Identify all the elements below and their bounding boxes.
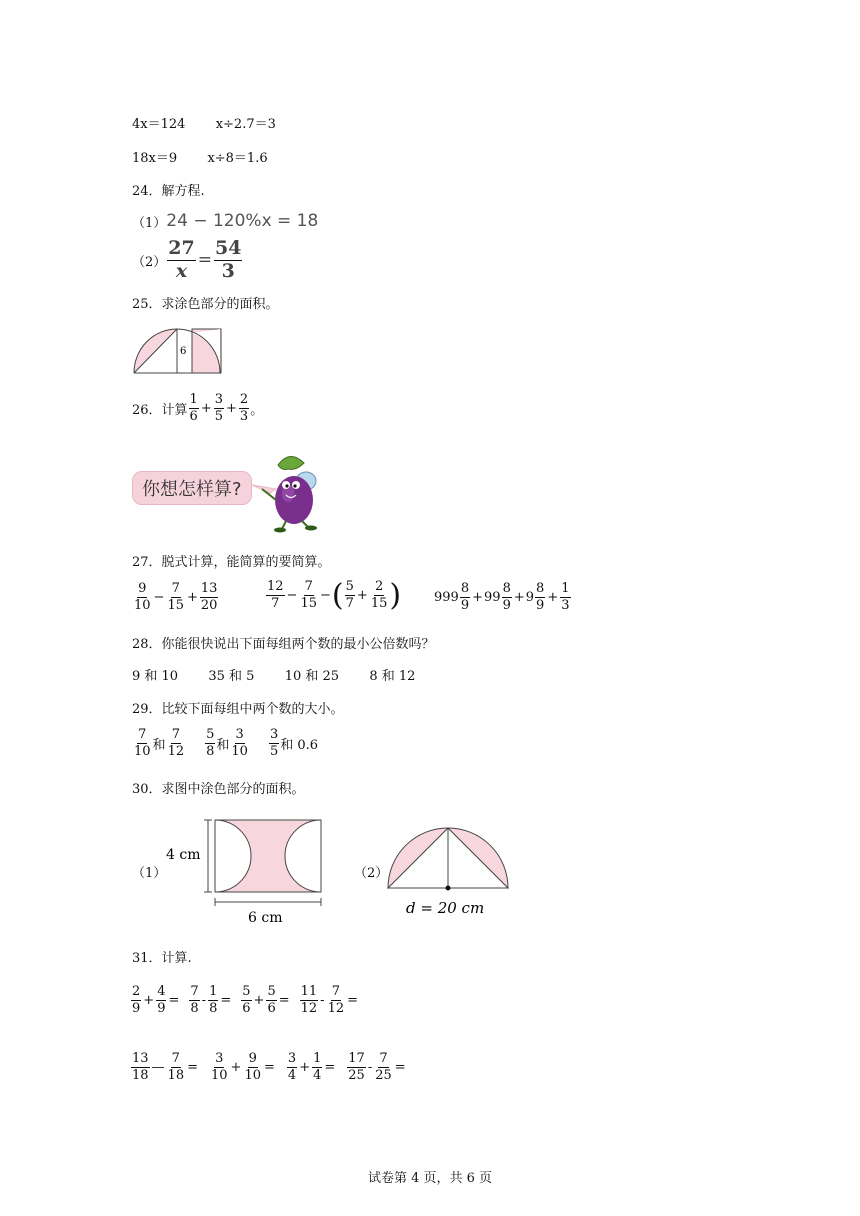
equals-sign: = xyxy=(168,992,180,1008)
operator: + xyxy=(253,992,265,1008)
lcm-pair: 10 和 25 xyxy=(284,669,340,684)
denominator: 6 xyxy=(242,1000,251,1016)
denominator: 10 xyxy=(134,597,151,613)
question-28-items xyxy=(132,665,415,684)
numerator: 5 xyxy=(267,984,276,999)
diameter-label: d = 20 cm xyxy=(406,899,485,917)
question-27-title: 27．脱式计算，能简算的要简算。 xyxy=(132,555,331,570)
denominator: 9 xyxy=(460,597,470,613)
operator: - xyxy=(367,1059,373,1075)
denominator: 6 xyxy=(267,1000,276,1016)
fraction xyxy=(502,582,512,612)
numerator: 8 xyxy=(460,581,470,596)
fraction xyxy=(189,985,199,1015)
height-label: 4 cm xyxy=(166,847,201,863)
denominator: 8 xyxy=(209,1000,218,1016)
right-paren: ) xyxy=(389,578,402,613)
height-label: 6 xyxy=(180,346,187,357)
operator: + xyxy=(472,589,484,605)
fraction xyxy=(230,728,249,758)
denominator: 7 xyxy=(271,596,280,611)
fraction xyxy=(205,728,215,758)
operator: − xyxy=(320,588,331,603)
fraction xyxy=(535,582,545,612)
numerator: 2 xyxy=(132,984,141,999)
fraction xyxy=(133,582,152,612)
denominator: 8 xyxy=(206,743,215,759)
denominator: 18 xyxy=(167,1067,185,1083)
numerator: 7 xyxy=(171,581,180,596)
and-word: 和 0.6 xyxy=(280,737,319,753)
fraction-a xyxy=(189,393,199,423)
right-pupil xyxy=(293,484,296,487)
numerator: 1 xyxy=(209,984,218,999)
denominator: 9 xyxy=(132,1000,141,1016)
equals-sign: = xyxy=(347,992,359,1008)
fraction xyxy=(266,580,285,610)
speech-bubble: 你想怎样算? xyxy=(132,471,252,505)
denominator: 8 xyxy=(190,1000,199,1016)
numerator: 8 xyxy=(502,581,511,596)
left-pupil xyxy=(285,484,288,487)
fraction xyxy=(370,580,389,610)
fraction xyxy=(156,985,166,1015)
fraction xyxy=(166,582,185,612)
fraction xyxy=(347,1052,366,1082)
denominator: 3 xyxy=(561,597,570,613)
whole-number: 9 xyxy=(525,589,535,605)
fraction xyxy=(243,1052,262,1082)
fraction xyxy=(210,1052,229,1082)
denominator: 10 xyxy=(211,1067,228,1083)
operator: + xyxy=(513,589,525,605)
question-26 xyxy=(132,393,263,423)
operator: + xyxy=(187,589,198,605)
question-24-part-1 xyxy=(132,211,318,231)
question-27-expr-3 xyxy=(434,582,572,612)
fraction xyxy=(299,580,318,610)
part-label: （2） xyxy=(354,866,389,881)
figure-30-2-semicircle xyxy=(382,822,514,922)
lcm-pair: 35 和 5 xyxy=(208,669,255,684)
question-29-title: 29．比较下面每组中两个数的大小。 xyxy=(132,702,344,717)
denominator: 25 xyxy=(348,1067,365,1083)
denominator: 4 xyxy=(287,1067,297,1083)
denominator: 9 xyxy=(536,597,545,613)
fraction-b xyxy=(214,393,224,423)
figure-25-semicircle xyxy=(130,326,225,376)
and-word: 和 xyxy=(216,737,230,753)
numerator: 7 xyxy=(171,1051,180,1066)
question-30-title: 30．求图中涂色部分的面积。 xyxy=(132,782,305,797)
equals-sign: = xyxy=(187,1059,198,1075)
denominator: x xyxy=(175,259,188,282)
eggplant-cap xyxy=(278,456,304,469)
operator: + xyxy=(230,1059,242,1075)
equals-sign: = xyxy=(220,992,232,1008)
equation-x-div-8: x÷8＝1.6 xyxy=(207,151,268,166)
numerator: 1 xyxy=(561,581,570,596)
denominator: 3 xyxy=(239,408,249,424)
question-31-row-1 xyxy=(130,985,359,1015)
numerator: 12 xyxy=(267,579,284,595)
denominator: 12 xyxy=(327,1000,345,1016)
equation-4x: 4x＝124 xyxy=(132,117,186,132)
fraction-54-over-3 xyxy=(214,239,242,282)
equals-sign: = xyxy=(197,250,212,271)
fraction xyxy=(269,728,279,758)
operator: + xyxy=(547,589,559,605)
numerator: 13 xyxy=(200,581,218,596)
right-foot xyxy=(305,526,317,531)
equation-x-div-2-7: x÷2.7＝3 xyxy=(215,117,276,132)
fraction xyxy=(167,728,186,758)
equation-line-1 xyxy=(132,113,276,132)
numerator: 17 xyxy=(348,1051,365,1066)
left-paren: ( xyxy=(331,578,344,613)
numerator: 54 xyxy=(214,237,242,259)
operator: + xyxy=(143,992,155,1008)
part-label: （1） xyxy=(132,215,167,231)
denominator: 10 xyxy=(244,1067,261,1083)
eggplant-mascot-icon xyxy=(248,445,336,533)
denominator: 4 xyxy=(313,1067,322,1083)
equation-line-2 xyxy=(132,147,268,166)
denominator: 15 xyxy=(300,596,317,611)
numerator: 7 xyxy=(190,984,199,999)
operator: + xyxy=(356,588,368,603)
and-word: 和 xyxy=(152,737,166,753)
denominator: 12 xyxy=(167,743,185,759)
question-29-expr xyxy=(132,728,318,758)
left-foot xyxy=(274,528,286,533)
fraction xyxy=(345,580,355,610)
fraction xyxy=(300,985,319,1015)
numerator: 9 xyxy=(138,581,147,596)
operator: - xyxy=(201,992,207,1008)
question-27-expr-2 xyxy=(265,578,401,613)
denominator: 10 xyxy=(231,743,248,759)
question-27-expr-1 xyxy=(132,582,219,612)
equals-sign: = xyxy=(264,1059,275,1075)
center-point xyxy=(446,886,451,891)
denominator: 3 xyxy=(221,259,235,282)
numerator: 7 xyxy=(379,1051,388,1066)
denominator: 20 xyxy=(200,597,218,613)
numerator: 2 xyxy=(239,392,249,407)
numerator: 7 xyxy=(171,727,180,742)
part-label: （1） xyxy=(132,866,167,881)
denominator: 9 xyxy=(157,1000,166,1016)
equals-sign: = xyxy=(278,992,290,1008)
equation-24-minus-120: 24 − 120%x = 18 xyxy=(166,211,319,231)
numerator: 2 xyxy=(374,579,384,595)
part-label: （2） xyxy=(132,254,167,270)
equals-sign: = xyxy=(394,1059,406,1075)
numerator: 1 xyxy=(189,392,198,407)
question-25-title: 25．求涂色部分的面积。 xyxy=(132,297,279,312)
width-label: 6 cm xyxy=(248,910,283,926)
fraction xyxy=(167,1052,186,1082)
question-28-title: 28．你能很快说出下面每组两个数的最小公倍数吗？ xyxy=(132,637,435,652)
numerator: 4 xyxy=(157,984,166,999)
numerator: 7 xyxy=(138,727,147,742)
numerator: 3 xyxy=(235,727,244,742)
denominator: 5 xyxy=(214,408,224,424)
fraction xyxy=(200,582,219,612)
numerator: 27 xyxy=(168,237,195,259)
numerator: 5 xyxy=(242,984,251,999)
question-26-title: 26．计算 xyxy=(132,402,188,418)
question-24-part-2 xyxy=(132,239,243,282)
fraction xyxy=(327,985,346,1015)
denominator: 7 xyxy=(345,596,354,611)
denominator: 15 xyxy=(370,596,388,611)
lcm-pair: 9 和 10 xyxy=(132,669,179,684)
plus-sign: + xyxy=(226,400,237,416)
denominator: 5 xyxy=(269,743,279,759)
denominator: 10 xyxy=(134,743,151,759)
numerator: 11 xyxy=(300,984,318,999)
fraction xyxy=(312,1052,322,1082)
question-31-row-2 xyxy=(130,1052,407,1082)
operator: - xyxy=(320,992,325,1008)
numerator: 7 xyxy=(304,579,313,595)
denominator: 18 xyxy=(132,1067,149,1083)
numerator: 3 xyxy=(269,727,279,742)
numerator: 8 xyxy=(536,581,545,596)
fraction xyxy=(560,582,570,612)
numerator: 9 xyxy=(248,1051,257,1066)
figure-30-1-rectangle xyxy=(160,812,330,928)
fraction-27-over-x xyxy=(167,239,195,282)
fraction xyxy=(131,1052,150,1082)
fraction xyxy=(374,1052,393,1082)
denominator: 25 xyxy=(375,1067,392,1083)
denominator: 6 xyxy=(189,408,198,424)
numerator: 7 xyxy=(331,984,340,999)
fraction xyxy=(208,985,218,1015)
fraction xyxy=(287,1052,297,1082)
fraction xyxy=(266,985,276,1015)
denominator: 12 xyxy=(300,1000,318,1016)
numerator: 5 xyxy=(206,727,215,742)
page-footer: 试卷第 4 页，共 6 页 xyxy=(367,1171,493,1186)
period: 。 xyxy=(250,402,264,418)
numerator: 13 xyxy=(132,1051,149,1066)
fraction xyxy=(241,985,251,1015)
equals-sign: = xyxy=(324,1059,336,1075)
right-leg xyxy=(302,521,308,527)
numerator: 1 xyxy=(313,1051,322,1066)
operator: − xyxy=(286,588,298,603)
numerator: 3 xyxy=(287,1051,297,1066)
denominator: 15 xyxy=(167,597,184,613)
whole-number: 99 xyxy=(484,589,501,605)
operator: − xyxy=(153,589,165,605)
fraction xyxy=(133,728,152,758)
question-31-title: 31．计算. xyxy=(132,951,192,966)
lcm-pair: 8 和 12 xyxy=(369,669,416,684)
plus-sign: + xyxy=(200,400,212,416)
equation-18x: 18x＝9 xyxy=(132,151,178,166)
numerator: 3 xyxy=(214,392,224,407)
whole-number: 999 xyxy=(434,589,459,605)
denominator: 9 xyxy=(502,597,511,613)
numerator: 3 xyxy=(215,1051,224,1066)
fraction xyxy=(460,582,470,612)
fraction-c xyxy=(239,393,249,423)
fraction xyxy=(131,985,141,1015)
numerator: 5 xyxy=(345,579,354,595)
question-24-title: 24．解方程. xyxy=(132,184,205,199)
operator: — xyxy=(151,1059,165,1075)
operator: + xyxy=(299,1059,311,1075)
